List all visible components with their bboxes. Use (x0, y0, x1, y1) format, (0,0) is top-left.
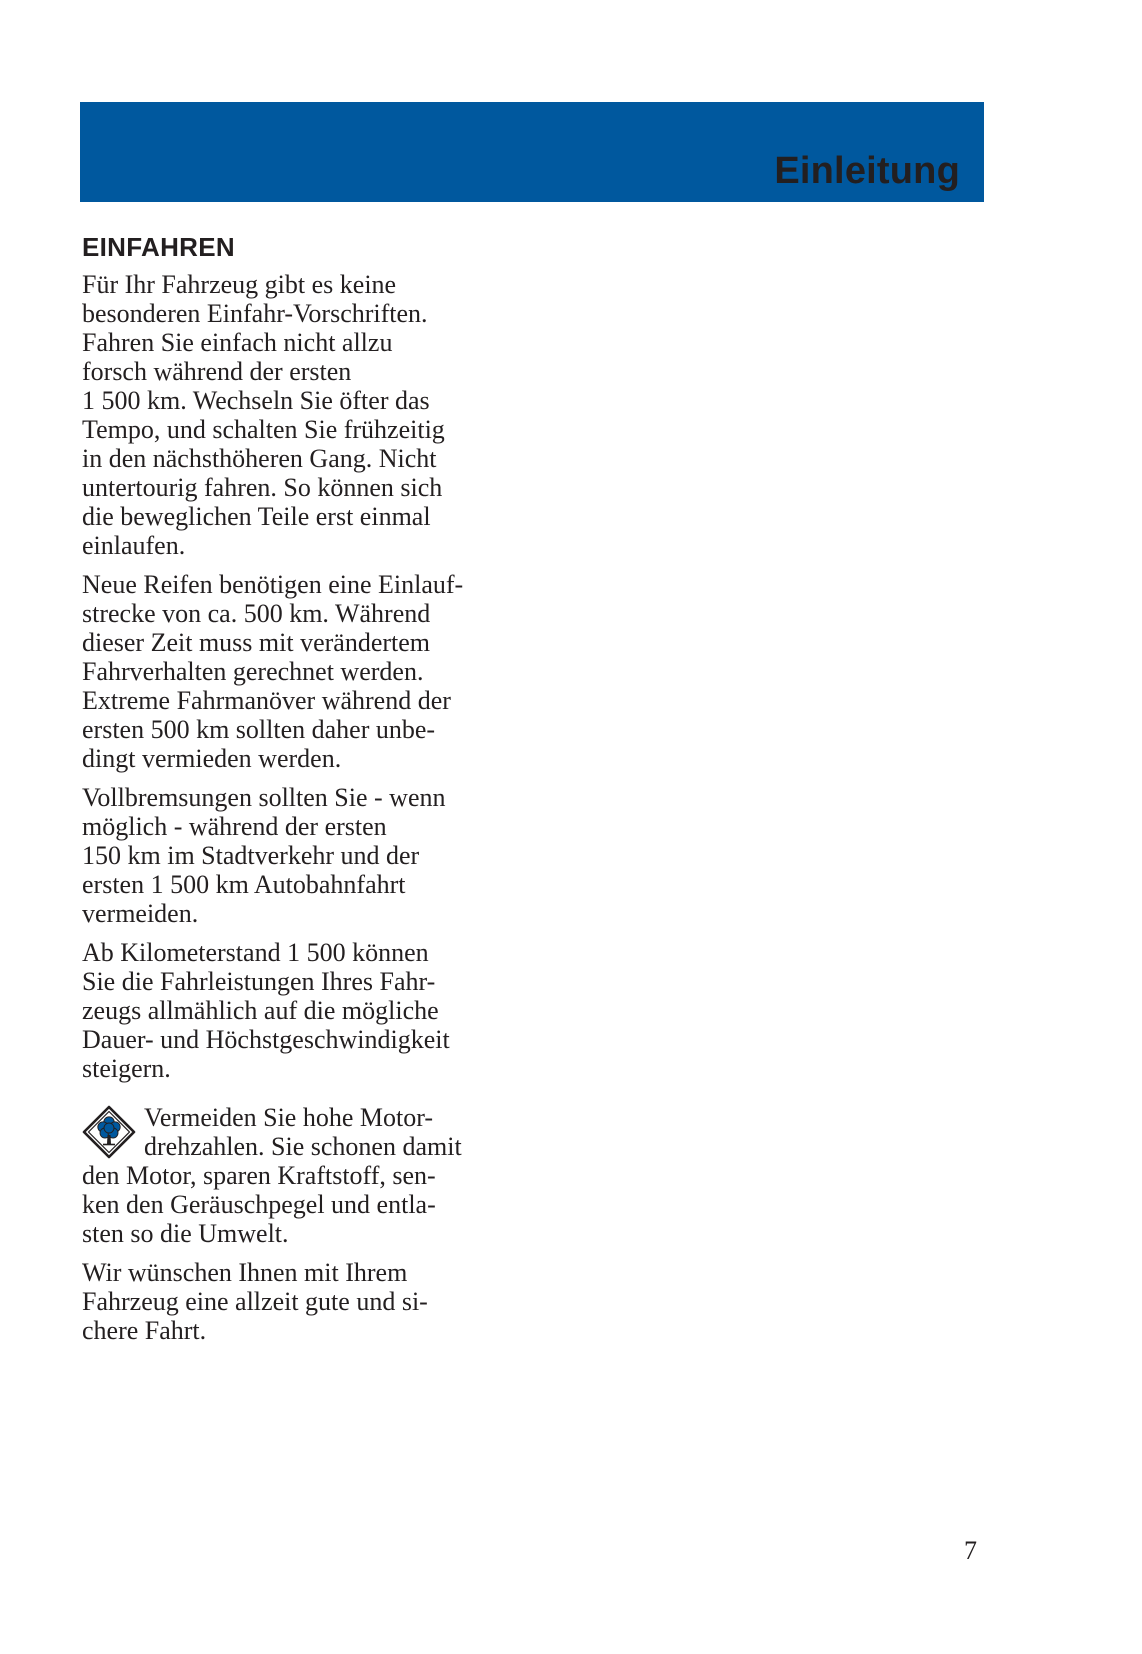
text-line: Dauer- und Höchstgeschwindigkeit (82, 1025, 450, 1054)
environment-note (82, 1103, 542, 1248)
text-line: ken den Geräuschpegel und entla- (82, 1190, 436, 1219)
chapter-header-band (80, 102, 984, 202)
text-line: Fahrzeug eine allzeit gute und si- (82, 1287, 428, 1316)
text-line: chere Fahrt. (82, 1316, 207, 1345)
text-line: Vollbremsungen sollten Sie - wenn (82, 783, 446, 812)
paragraph-performance (82, 938, 542, 1083)
text-line: Neue Reifen benötigen eine Einlauf- (82, 570, 464, 599)
text-line: in den nächsthöheren Gang. Nicht (82, 444, 437, 473)
text-line: ersten 500 km sollten daher unbe- (82, 715, 436, 744)
text-line: Tempo, und schalten Sie frühzeitig (82, 415, 445, 444)
text-line: Fahrverhalten gerechnet werden. (82, 657, 424, 686)
section-heading: EINFAHREN (82, 232, 235, 262)
text-line: 150 km im Stadtverkehr und der (82, 841, 420, 870)
text-line: Wir wünschen Ihnen mit Ihrem (82, 1258, 408, 1287)
text-line: 1 500 km. Wechseln Sie öfter das (82, 386, 430, 415)
text-line: Extreme Fahrmanöver während der (82, 686, 451, 715)
paragraph-closing (82, 1258, 542, 1345)
environment-tree-icon (82, 1105, 136, 1159)
text-line: sten so die Umwelt. (82, 1219, 289, 1248)
page-number: 7 (964, 1536, 977, 1565)
text-line: Fahren Sie einfach nicht allzu (82, 328, 393, 357)
text-line: untertourig fahren. So können sich (82, 473, 443, 502)
main-content (82, 232, 542, 1355)
text-line: den Motor, sparen Kraftstoff, sen- (82, 1161, 436, 1190)
text-line: dieser Zeit muss mit verändertem (82, 628, 431, 657)
text-line: drehzahlen. Sie schonen damit (144, 1132, 462, 1161)
text-line: einlaufen. (82, 531, 186, 560)
text-line: steigern. (82, 1054, 171, 1083)
paragraph-braking (82, 783, 542, 928)
text-line: strecke von ca. 500 km. Während (82, 599, 431, 628)
text-line: forsch während der ersten (82, 357, 352, 386)
text-line: vermeiden. (82, 899, 199, 928)
text-line: Ab Kilometerstand 1 500 können (82, 938, 429, 967)
paragraph-tires (82, 570, 542, 773)
text-line: dingt vermieden werden. (82, 744, 342, 773)
text-line: die beweglichen Teile erst einmal (82, 502, 431, 531)
chapter-title: Einleitung (774, 150, 960, 192)
text-line: zeugs allmählich auf die mögliche (82, 996, 439, 1025)
text-line: möglich - während der ersten (82, 812, 387, 841)
text-line: ersten 1 500 km Autobahnfahrt (82, 870, 406, 899)
text-line: Vermeiden Sie hohe Motor- (144, 1103, 434, 1132)
text-line: besonderen Einfahr-Vorschriften. (82, 299, 428, 328)
text-line: Sie die Fahrleistungen Ihres Fahr- (82, 967, 436, 996)
text-line: Für Ihr Fahrzeug gibt es keine (82, 270, 397, 299)
paragraph-break-in (82, 270, 542, 560)
